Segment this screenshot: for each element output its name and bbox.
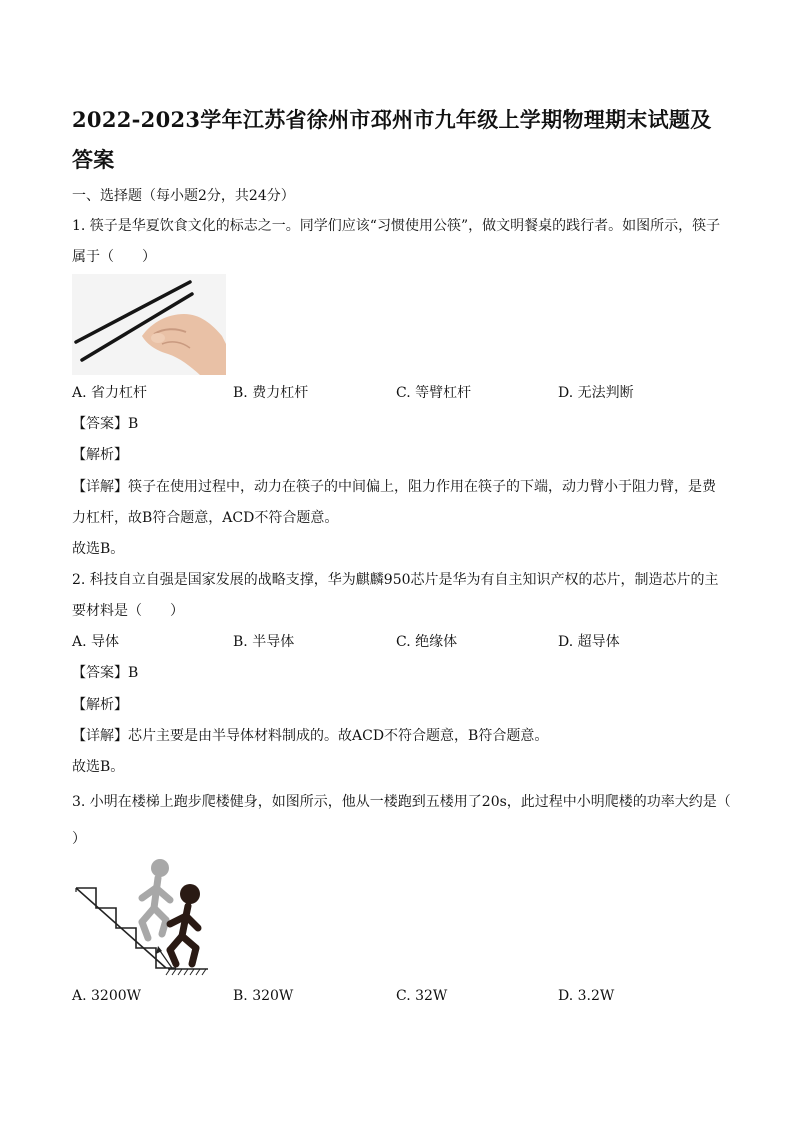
chopsticks-hand-image: [72, 274, 226, 375]
q2-conclusion: 故选B。: [72, 759, 125, 775]
q3-option-c: C. 32W: [396, 988, 448, 1004]
q3-option-a: A. 3200W: [72, 988, 142, 1004]
q2-option-d: D. 超导体: [558, 634, 620, 650]
q1-option-c: C. 等臂杠杆: [396, 385, 472, 401]
q1-analysis-heading: 【解析】: [72, 447, 128, 463]
q1-conclusion: 故选B。: [72, 541, 125, 557]
q3-stem-line2: ）: [72, 831, 86, 847]
q2-answer: 【答案】B: [72, 665, 139, 681]
q1-answer: 【答案】B: [72, 416, 139, 432]
q1-detail-line1: 【详解】筷子在使用过程中，动力在筷子的中间偏上，阻力作用在筷子的下端，动力臂小于阻力臂，是费: [72, 479, 716, 495]
q3-option-b: B. 320W: [233, 988, 294, 1004]
q1-option-a: A. 省力杠杆: [72, 385, 148, 401]
q2-analysis-heading: 【解析】: [72, 697, 128, 713]
q1-option-b: B. 费力杠杆: [233, 385, 309, 401]
q2-detail-line1: 【详解】芯片主要是由半导体材料制成的。故ACD不符合题意，B符合题意。: [72, 728, 549, 744]
q2-stem-line2: 要材料是（ ）: [72, 603, 184, 619]
q3-option-d: D. 3.2W: [558, 988, 615, 1004]
q2-option-c: C. 绝缘体: [396, 634, 458, 650]
q3-stem-line1: 3. 小明在楼梯上跑步爬楼健身，如图所示，他从一楼跑到五楼用了20s，此过程中小明爬楼的功率大约是（: [72, 794, 731, 810]
q2-option-a: A. 导体: [72, 634, 120, 650]
q1-stem-line2: 属于（ ）: [72, 249, 156, 265]
stair-climbing-image: [72, 856, 212, 980]
q2-option-b: B. 半导体: [233, 634, 295, 650]
document-title: 2022-2023学年江苏省徐州市邳州市九年级上学期物理期末试题及答案: [72, 107, 712, 172]
q2-stem-line1: 2. 科技自立自强是国家发展的战略支撑，华为麒麟950芯片是华为有自主知识产权的芯片，制造芯片的主: [72, 572, 719, 588]
section-heading: 一、选择题（每小题2分，共24分）: [72, 188, 295, 204]
q1-detail-line2: 力杠杆，故B符合题意，ACD不符合题意。: [72, 510, 339, 526]
q1-option-d: D. 无法判断: [558, 385, 634, 401]
q1-stem-line1: 1. 筷子是华夏饮食文化的标志之一。同学们应该“习惯使用公筷”，做文明餐桌的践行者。如图所示，筷子: [72, 218, 721, 234]
